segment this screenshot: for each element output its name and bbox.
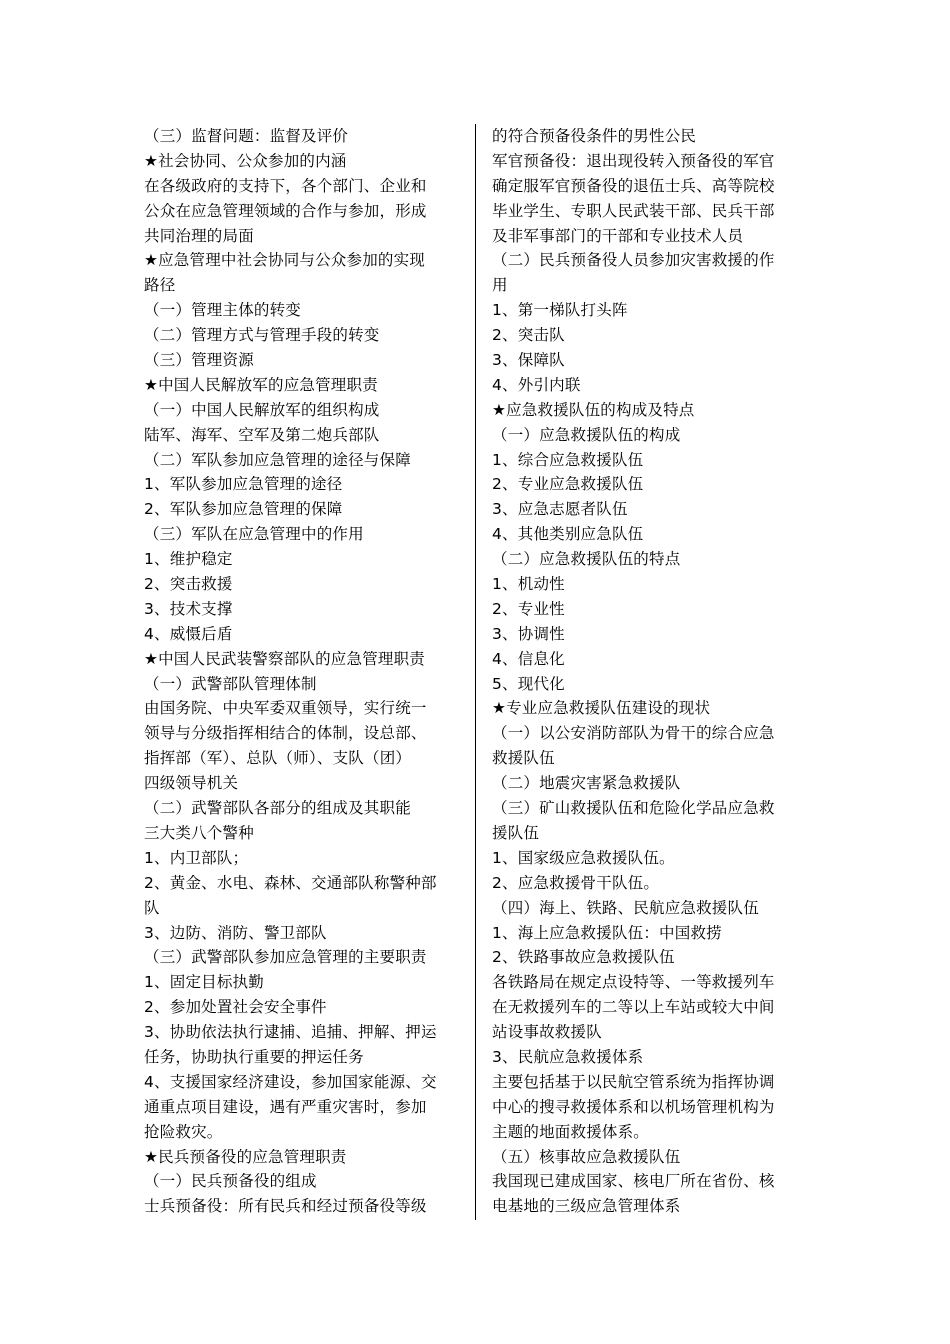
text-line: 3、保障队	[492, 351, 565, 370]
text-line: ★应急救援队伍的构成及特点	[492, 400, 695, 419]
text-line: （二）地震灾害紧急救援队	[492, 774, 681, 793]
text-line: 4、威慑后盾	[144, 624, 233, 643]
text-line: （三）管理资源	[144, 351, 254, 370]
text-line: （三）矿山救援队伍和危险化学品应急救	[492, 799, 775, 818]
text-line: 由国务院、中央军委双重领导，实行统一	[144, 699, 427, 718]
text-line: 2、应急救援骨干队伍。	[492, 873, 660, 892]
text-line: 1、国家级应急救援队伍。	[492, 848, 675, 867]
text-line: 共同治理的局面	[144, 226, 254, 245]
text-line: 中心的搜寻救援体系和以机场管理机构为	[492, 1097, 775, 1116]
text-line: 用	[492, 276, 508, 295]
text-line: 及非军事部门的干部和专业技术人员	[492, 226, 744, 245]
text-line: 1、综合应急救援队伍	[492, 450, 644, 469]
text-line: 在无救援列车的二等以上车站或较大中间	[492, 998, 775, 1017]
text-line: 1、维护稳定	[144, 550, 233, 569]
column-divider	[475, 124, 476, 1220]
text-line: 路径	[144, 276, 176, 295]
text-line: 2、铁路事故应急救援队伍	[492, 948, 675, 967]
text-line: 1、海上应急救援队伍：中国救捞	[492, 923, 722, 942]
right-text-column	[492, 124, 810, 1219]
text-line: 主要包括基于以民航空管系统为指挥协调	[492, 1072, 775, 1091]
text-line: ★中国人民武装警察部队的应急管理职责	[144, 649, 425, 668]
text-line: 主题的地面救援体系。	[492, 1122, 650, 1141]
text-line: 2、专业性	[492, 599, 565, 618]
text-line: 任务，协助执行重要的押运任务	[144, 1047, 364, 1066]
text-line: 3、协助依法执行逮捕、追捕、押解、押运	[144, 1023, 437, 1042]
text-line: 2、军队参加应急管理的保障	[144, 500, 343, 519]
text-line: 确定服军官预备役的退伍士兵、高等院校	[492, 176, 775, 195]
text-line: ★专业应急救援队伍建设的现状	[492, 699, 711, 718]
text-line: （一）以公安消防部队为骨干的综合应急	[492, 724, 775, 743]
text-line: 4、支援国家经济建设，参加国家能源、交	[144, 1072, 437, 1091]
text-line: 2、参加处置社会安全事件	[144, 998, 327, 1017]
text-line: （三）武警部队参加应急管理的主要职责	[144, 948, 427, 967]
text-line: （一）民兵预备役的组成	[144, 1172, 317, 1191]
text-line: （二）管理方式与管理手段的转变	[144, 326, 380, 345]
text-line: 3、协调性	[492, 624, 565, 643]
text-line: 的符合预备役条件的男性公民	[492, 127, 697, 145]
text-line: （五）核事故应急救援队伍	[492, 1147, 681, 1166]
text-line: 三大类八个警种	[144, 823, 254, 842]
text-line: 3、民航应急救援体系	[492, 1047, 644, 1066]
text-line: 救援队伍	[492, 749, 555, 768]
text-line: （二）民兵预备役人员参加灾害救援的作	[492, 251, 775, 270]
text-line: 站设事故救援队	[492, 1023, 602, 1042]
text-line: 我国现已建成国家、核电厂所在省份、核	[492, 1172, 775, 1191]
text-line: 在各级政府的支持下，各个部门、企业和	[144, 176, 427, 195]
text-line: 3、应急志愿者队伍	[492, 500, 628, 519]
text-line: 5、现代化	[492, 674, 565, 693]
text-line: 4、其他类别应急队伍	[492, 525, 644, 544]
text-line: 2、突击救援	[144, 575, 233, 594]
text-line: 指挥部（军）、总队（师）、支队（团）	[144, 749, 412, 768]
text-line: 2、突击队	[492, 326, 565, 345]
text-line: （三）监督问题：监督及评价	[144, 127, 349, 145]
text-line: （三）军队在应急管理中的作用	[144, 525, 364, 544]
text-line: 公众在应急管理领域的合作与参加，形成	[144, 201, 427, 220]
text-line: （二）武警部队各部分的组成及其职能	[144, 799, 411, 818]
text-line: 士兵预备役：所有民兵和经过预备役等级	[144, 1197, 427, 1216]
text-line: ★民兵预备役的应急管理职责	[144, 1147, 347, 1166]
text-line: 队	[144, 898, 160, 917]
text-line: 领导与分级指挥相结合的体制，设总部、	[144, 724, 427, 743]
left-text-column	[144, 124, 462, 1219]
text-line: 4、外引内联	[492, 375, 581, 394]
text-line: 1、固定目标执勤	[144, 973, 264, 992]
text-line: （一）中国人民解放军的组织构成	[144, 400, 380, 419]
text-line: （一）管理主体的转变	[144, 301, 302, 320]
text-line: 4、信息化	[492, 649, 565, 668]
text-line: 毕业学生、专职人民武装干部、民兵干部	[492, 201, 775, 220]
text-line: ★应急管理中社会协同与公众参加的实现	[144, 251, 425, 270]
text-line: （一）武警部队管理体制	[144, 674, 317, 693]
text-line: 通重点项目建设，遇有严重灾害时，参加	[144, 1097, 427, 1116]
text-line: 援队伍	[492, 823, 540, 842]
text-line: （一）应急救援队伍的构成	[492, 425, 681, 444]
text-line: 电基地的三级应急管理体系	[492, 1197, 681, 1216]
text-line: 1、内卫部队；	[144, 848, 249, 867]
text-line: 陆军、海军、空军及第二炮兵部队	[144, 425, 380, 444]
text-line: （四）海上、铁路、民航应急救援队伍	[492, 898, 759, 917]
text-line: （二）军队参加应急管理的途径与保障	[144, 450, 411, 469]
text-line: 3、边防、消防、警卫部队	[144, 923, 327, 942]
text-line: 2、黄金、水电、森林、交通部队称警种部	[144, 873, 437, 892]
text-line: 四级领导机关	[144, 774, 239, 793]
text-line: 军官预备役：退出现役转入预备役的军官	[492, 151, 775, 170]
text-line: 1、第一梯队打头阵	[492, 301, 628, 320]
text-line: 抢险救灾。	[144, 1122, 223, 1141]
text-line: 3、技术支撑	[144, 599, 233, 618]
text-line: 2、专业应急救援队伍	[492, 475, 644, 494]
text-line: 1、机动性	[492, 575, 565, 594]
text-line: 各铁路局在规定点设特等、一等救援列车	[492, 973, 775, 992]
text-line: ★中国人民解放军的应急管理职责	[144, 375, 378, 394]
text-line: （二）应急救援队伍的特点	[492, 550, 681, 569]
text-line: ★社会协同、公众参加的内涵	[144, 151, 347, 170]
text-line: 1、军队参加应急管理的途径	[144, 475, 343, 494]
